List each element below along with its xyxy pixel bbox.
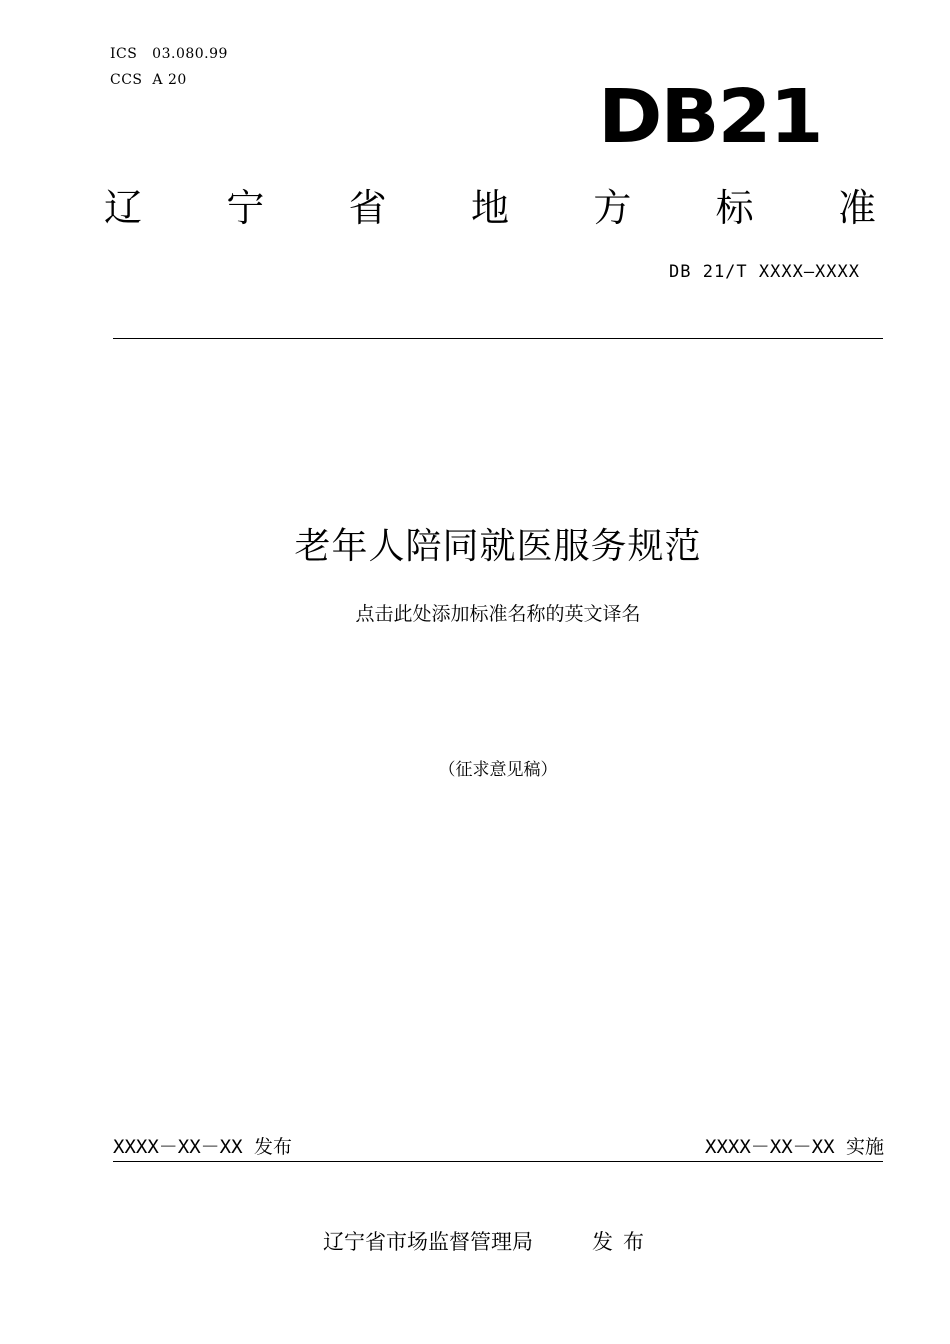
standard-number: DB 21/T XXXX—XXXX bbox=[669, 262, 860, 282]
org-char: 辽 bbox=[104, 186, 143, 230]
org-char: 方 bbox=[593, 186, 632, 230]
org-char: 省 bbox=[348, 186, 387, 230]
org-char: 准 bbox=[837, 186, 876, 230]
db21-logo: DB21 bbox=[598, 74, 822, 160]
implement-date: XXXX－XX－XX 实施 bbox=[705, 1136, 884, 1158]
org-char: 宁 bbox=[226, 186, 265, 230]
draft-label: （征求意见稿） bbox=[438, 760, 558, 780]
english-title-placeholder[interactable]: 点击此处添加标准名称的英文译名 bbox=[355, 603, 641, 625]
org-char: 标 bbox=[715, 186, 754, 230]
standard-category-title bbox=[104, 186, 876, 232]
publish-date: XXXX－XX－XX 发布 bbox=[113, 1136, 292, 1158]
top-divider bbox=[113, 338, 883, 339]
document-title: 老年人陪同就医服务规范 bbox=[294, 526, 702, 567]
ccs-code: CCS A 20 bbox=[110, 72, 187, 88]
bottom-divider bbox=[113, 1161, 883, 1162]
issue-action: 发布 bbox=[592, 1230, 654, 1254]
issuing-authority: 辽宁省市场监督管理局 bbox=[323, 1230, 533, 1254]
org-char: 地 bbox=[470, 186, 509, 230]
ics-code: ICS 03.080.99 bbox=[110, 46, 228, 62]
